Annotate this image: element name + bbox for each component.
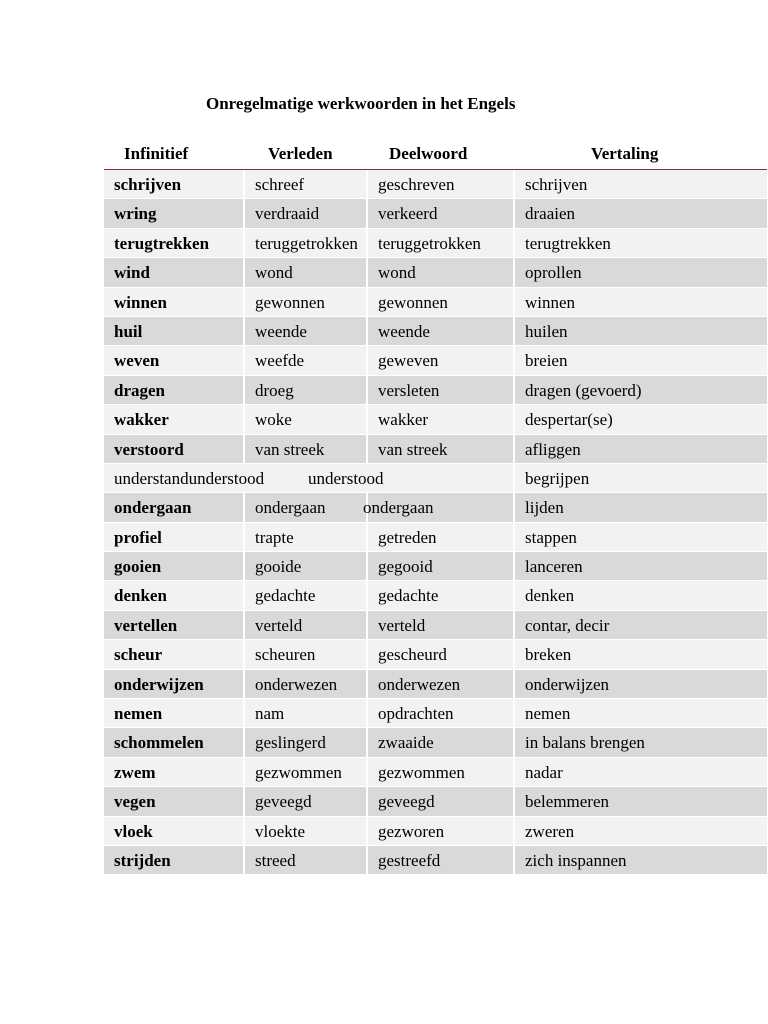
cell-verleden: nam [255,704,285,724]
cell-infinitief: schrijven [114,175,182,194]
table-row [104,170,767,199]
cell-verleden: geslingerd [255,733,326,753]
cell-deelwoord: gewonnen [378,292,448,312]
cell-verleden: woke [255,410,292,430]
cell-verleden: verteld [255,615,303,635]
cell-vertaling: belemmeren [525,792,610,812]
cell-infinitief: vegen [114,792,156,812]
cell-verleden: van streek [255,439,325,459]
table-row [104,405,767,434]
cell-vertaling: breien [525,351,568,371]
cell-infinitief: dragen [114,380,165,400]
cell-vertaling: oprollen [525,263,582,283]
table-row [104,199,767,228]
table-row [104,317,767,346]
cell-verleden: trapte [255,527,294,547]
cell-vertaling: nadar [525,762,563,782]
cell-vertaling: lijden [525,498,564,518]
cell-infinitief: schommelen [114,733,204,753]
cell-verleden: vloekte [255,821,306,841]
table-row [104,758,767,787]
cell-deelwoord: geweven [378,351,439,371]
cell-deelwoord: versleten [378,380,440,400]
cell-vertaling: despertar(se) [525,410,613,430]
cell-verleden: teruggetrokken [255,233,358,253]
table-row [104,699,767,728]
cell-deelwoord: gedachte [378,586,439,606]
cell-vertaling: zich inspannen [525,850,627,870]
cell-vertaling: schrijven [525,175,588,194]
cell-deelwoord: opdrachten [378,704,454,724]
table-row [104,288,767,317]
cell-verleden: gezwommen [255,762,342,782]
cell-deelwoord: onderwezen [378,674,461,694]
table-row [104,435,767,464]
cell-deelwoord: wond [378,263,416,283]
table-row [104,552,767,581]
cell-vertaling: nemen [525,704,571,724]
cell-vertaling: draaien [525,204,576,224]
cell-vertaling: lanceren [525,557,583,577]
cell-infinitief: wind [114,263,150,283]
cell-infinitief: scheur [114,645,163,665]
column-header-deelwoord: Deelwoord [389,144,468,163]
cell-vertaling: denken [525,586,575,606]
cell-deelwoord: gestreefd [378,850,441,870]
table-row [104,493,767,522]
cell-vertaling: winnen [525,292,576,312]
table-row [104,670,767,699]
cell-vertaling: huilen [525,321,568,341]
cell-vertaling: contar, decir [525,615,610,635]
cell-infinitief: onderwijzen [114,674,204,694]
cell-vertaling: terugtrekken [525,233,611,253]
cell-deelwoord: geveegd [378,792,435,812]
cell-verleden: droeg [255,380,294,400]
table-row [104,258,767,287]
table-row [104,846,767,875]
table-header [104,142,767,170]
cell-deelwoord: getreden [378,527,437,547]
cell-vertaling: onderwijzen [525,674,610,694]
cell-vertaling: zweren [525,821,575,841]
table-row [104,376,767,405]
table-row [104,581,767,610]
table-row [104,817,767,846]
cell-deelwoord: van streek [378,439,448,459]
cell-deelwoord: gezwommen [378,762,465,782]
cell-deelwoord: gezworen [378,821,445,841]
cell-verleden: scheuren [255,645,316,665]
cell-infinitief: profiel [114,527,162,547]
cell-infinitief: nemen [114,704,163,724]
verb-table [104,170,767,875]
cell-infinitief: wring [114,204,157,224]
cell-deelwoord: gescheurd [378,645,447,665]
cell-verleden: gooide [255,557,302,577]
cell-vertaling: dragen (gevoerd) [525,380,642,400]
cell-infinitief: gooien [114,557,162,577]
cell-infinitief: denken [114,586,167,606]
cell-deelwoord: gegooid [378,557,433,577]
cell-infinitief: understandunderstood [114,468,265,488]
table-row [104,346,767,375]
cell-infinitief: winnen [114,292,167,312]
page-title: Onregelmatige werkwoorden in het Engels [206,94,516,113]
cell-vertaling: stappen [525,527,577,547]
cell-deelwoord: verteld [378,615,426,635]
cell-vertaling: afliggen [525,439,581,459]
table-row [104,229,767,258]
cell-verleden: streed [255,850,296,870]
cell-deelwoord: understood [308,468,384,488]
cell-deelwoord: geschreven [378,175,455,194]
cell-vertaling: begrijpen [525,468,590,488]
cell-infinitief: vertellen [114,615,178,635]
table-row [104,464,767,493]
cell-vertaling: breken [525,645,572,665]
cell-deelwoord: verkeerd [378,204,438,224]
cell-infinitief: huil [114,321,143,341]
cell-deelwoord: ondergaan [363,498,434,518]
cell-verleden: wond [255,263,293,283]
cell-deelwoord: weende [378,321,430,341]
cell-deelwoord: teruggetrokken [378,233,481,253]
table-row [104,611,767,640]
cell-verleden: ondergaan [255,498,326,518]
cell-verleden: verdraaid [255,204,320,224]
table-row [104,523,767,552]
cell-infinitief: zwem [114,762,156,782]
cell-infinitief: weven [114,351,160,371]
cell-deelwoord: wakker [378,410,429,430]
cell-infinitief: ondergaan [114,498,192,518]
cell-infinitief: terugtrekken [114,233,210,253]
cell-verleden: weefde [255,351,305,371]
cell-verleden: weende [255,321,307,341]
table-row [104,640,767,669]
column-header-vertaling: Vertaling [591,144,659,163]
cell-verleden: onderwezen [255,674,338,694]
table-row [104,787,767,816]
cell-infinitief: vloek [114,821,153,841]
column-header-verleden: Verleden [268,144,333,163]
cell-vertaling: in balans brengen [525,733,645,753]
column-header-infinitief: Infinitief [124,144,189,163]
cell-verleden: schreef [255,175,305,194]
cell-verleden: gewonnen [255,292,325,312]
cell-verleden: geveegd [255,792,312,812]
cell-verleden: gedachte [255,586,316,606]
cell-infinitief: verstoord [114,439,184,459]
cell-infinitief: wakker [114,410,169,430]
cell-infinitief: strijden [114,850,171,870]
cell-deelwoord: zwaaide [378,733,434,753]
table-row [104,728,767,757]
